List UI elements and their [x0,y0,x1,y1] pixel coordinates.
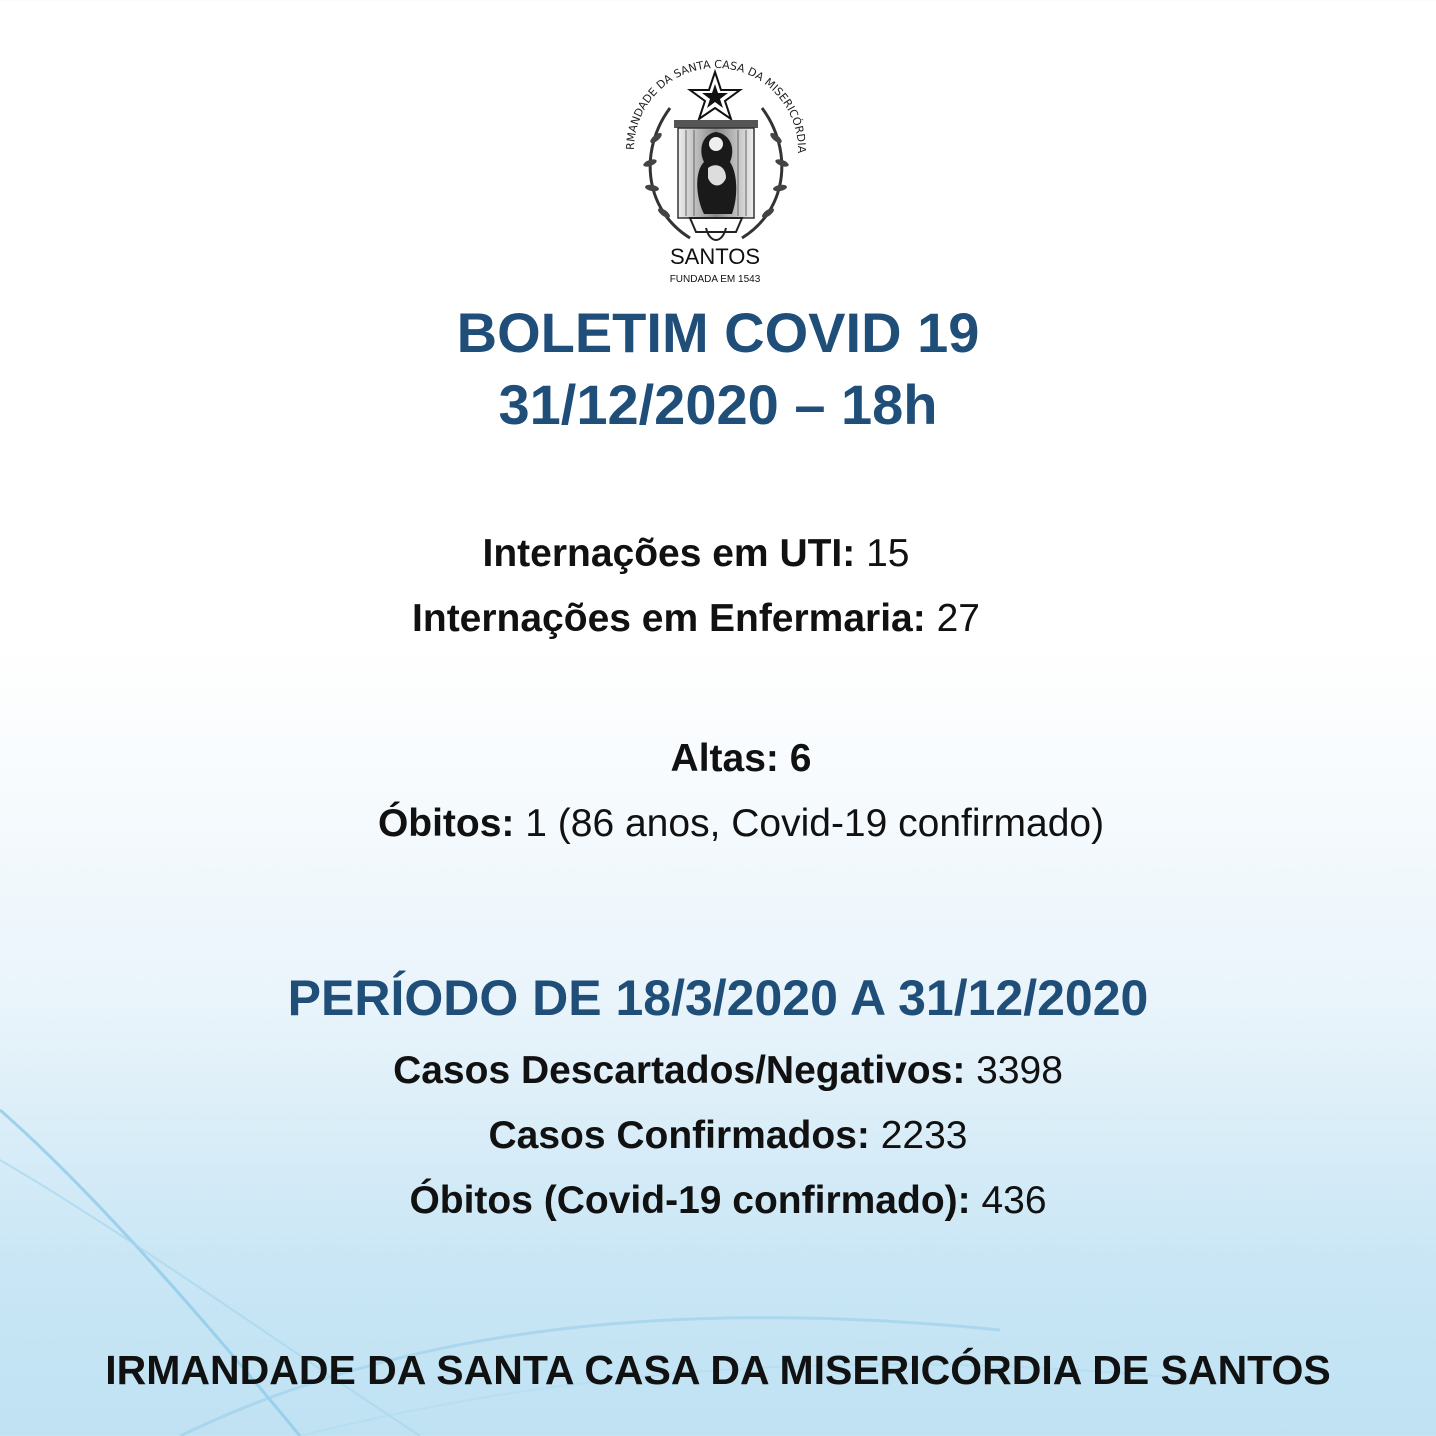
enfermaria-line [0,595,1414,643]
period-title: PERÍODO DE 18/3/2020 A 31/12/2020 [287,970,1149,1026]
logo-city: SANTOS [669,244,761,269]
bulletin-title: BOLETIM COVID 19 [456,301,980,364]
uti-line [0,530,1414,578]
descartados-label: Casos Descartados/Negativos: [393,1049,966,1092]
enfermaria-label: Internações em Enfermaria: [412,597,926,640]
logo-founded: FUNDADA EM 1543 [669,274,761,285]
footer-organization: IRMANDADE DA SANTA CASA DA MISERICÓRDIA DE SANTOS [105,1347,1331,1393]
bulletin-datetime: 31/12/2020 – 18h [498,373,938,436]
obitos-line [23,800,1436,848]
uti-label: Internações em UTI: [482,532,856,575]
altas-label: Altas: [670,737,779,780]
altas-value: 6 [789,737,812,780]
logo-ring-text: RMANDADE DA SANTA CASA DA MISERICÓRDIA [623,57,809,154]
uti-value: 15 [866,532,910,575]
descartados-line [10,1047,1436,1095]
descartados-value: 3398 [976,1049,1063,1092]
obitos-total-line [10,1177,1436,1225]
confirmados-line [10,1112,1436,1160]
obitos-total-value: 436 [981,1179,1047,1222]
obitos-value: 1 (86 anos, Covid-19 confirmado) [525,802,1105,845]
confirmados-value: 2233 [880,1114,968,1157]
santa-casa-logo [612,38,818,288]
obitos-label: Óbitos: [377,802,515,845]
confirmados-label: Casos Confirmados: [488,1114,870,1157]
enfermaria-value: 27 [936,597,980,640]
obitos-total-label: Óbitos (Covid-19 confirmado): [409,1179,971,1222]
altas-line [23,735,1436,783]
